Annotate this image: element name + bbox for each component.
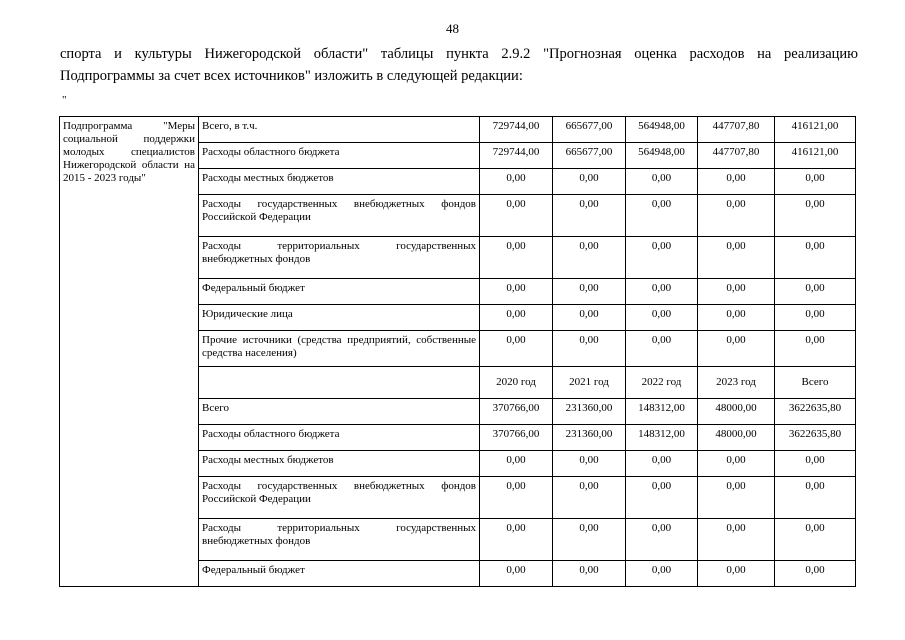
value-cell: 370766,00 — [480, 425, 553, 451]
value-cell: 48000,00 — [698, 425, 775, 451]
value-cell: 0,00 — [480, 169, 553, 195]
year-header-cell: 2023 год — [698, 367, 775, 399]
value-cell: 0,00 — [698, 519, 775, 561]
value-cell: 0,00 — [698, 195, 775, 237]
row-label: Расходы государственных внебюджетных фондов Российской Федерации — [199, 477, 480, 519]
value-cell: 0,00 — [480, 519, 553, 561]
year-header-cell: 2022 год — [626, 367, 698, 399]
value-cell: 0,00 — [775, 331, 856, 367]
value-cell: 0,00 — [626, 279, 698, 305]
value-cell: 0,00 — [553, 237, 626, 279]
row-label: Федеральный бюджет — [199, 279, 480, 305]
value-cell: 0,00 — [775, 519, 856, 561]
row-label: Расходы областного бюджета — [199, 425, 480, 451]
value-cell: 0,00 — [553, 305, 626, 331]
value-cell: 0,00 — [480, 477, 553, 519]
value-cell: 48000,00 — [698, 399, 775, 425]
value-cell: 729744,00 — [480, 117, 553, 143]
row-label: Всего, в т.ч. — [199, 117, 480, 143]
value-cell: 0,00 — [626, 519, 698, 561]
value-cell: 0,00 — [480, 279, 553, 305]
value-cell: 148312,00 — [626, 399, 698, 425]
row-label: Расходы местных бюджетов — [199, 451, 480, 477]
intro-line-2: Подпрограммы за счет всех источников" изложить в следующей редакции: — [60, 68, 523, 84]
value-cell: 0,00 — [553, 195, 626, 237]
value-cell: 447707,80 — [698, 117, 775, 143]
value-cell: 148312,00 — [626, 425, 698, 451]
opening-quote: " — [62, 94, 67, 106]
intro-line-1: спорта и культуры Нижегородской области" таблицы пункта 2.9.2 "Прогнозная оценка расходов на реализацию — [60, 46, 858, 62]
year-header-cell: 2021 год — [553, 367, 626, 399]
value-cell: 0,00 — [626, 451, 698, 477]
value-cell: 416121,00 — [775, 117, 856, 143]
row-label: Федеральный бюджет — [199, 561, 480, 587]
row-label: Юридические лица — [199, 305, 480, 331]
value-cell: 0,00 — [775, 169, 856, 195]
value-cell: 0,00 — [698, 279, 775, 305]
row-label: Расходы местных бюджетов — [199, 169, 480, 195]
value-cell: 0,00 — [553, 279, 626, 305]
value-cell: 0,00 — [698, 561, 775, 587]
value-cell: 0,00 — [480, 451, 553, 477]
value-cell: 0,00 — [480, 331, 553, 367]
value-cell: 0,00 — [698, 169, 775, 195]
value-cell: 231360,00 — [553, 399, 626, 425]
value-cell: 665677,00 — [553, 117, 626, 143]
value-cell: 0,00 — [553, 451, 626, 477]
program-name-cell: Подпрограмма "Меры социальной поддержки молодых специалистов Нижегородской области на 2015 - 2023 годы" — [60, 117, 199, 587]
value-cell: 0,00 — [553, 519, 626, 561]
year-header-cell: 2020 год — [480, 367, 553, 399]
value-cell: 0,00 — [698, 305, 775, 331]
value-cell: 0,00 — [553, 477, 626, 519]
value-cell: 0,00 — [553, 561, 626, 587]
year-header-cell: Всего — [775, 367, 856, 399]
row-label: Всего — [199, 399, 480, 425]
empty-header-cell — [199, 367, 480, 399]
value-cell: 0,00 — [775, 451, 856, 477]
value-cell: 729744,00 — [480, 143, 553, 169]
value-cell: 0,00 — [775, 195, 856, 237]
row-label: Расходы территориальных государственных внебюджетных фондов — [199, 519, 480, 561]
row-label: Прочие источники (средства предприятий, собственные средства населения) — [199, 331, 480, 367]
value-cell: 0,00 — [775, 305, 856, 331]
value-cell: 0,00 — [480, 237, 553, 279]
value-cell: 0,00 — [626, 195, 698, 237]
value-cell: 447707,80 — [698, 143, 775, 169]
value-cell: 370766,00 — [480, 399, 553, 425]
value-cell: 0,00 — [626, 477, 698, 519]
value-cell: 0,00 — [480, 305, 553, 331]
value-cell: 0,00 — [698, 331, 775, 367]
value-cell: 0,00 — [698, 451, 775, 477]
table-row — [60, 117, 856, 143]
row-label: Расходы областного бюджета — [199, 143, 480, 169]
page-number: 48 — [446, 21, 459, 36]
row-label: Расходы государственных внебюджетных фондов Российской Федерации — [199, 195, 480, 237]
value-cell: 665677,00 — [553, 143, 626, 169]
value-cell: 0,00 — [626, 305, 698, 331]
value-cell: 0,00 — [626, 331, 698, 367]
value-cell: 0,00 — [626, 237, 698, 279]
value-cell: 0,00 — [626, 169, 698, 195]
value-cell: 564948,00 — [626, 117, 698, 143]
value-cell: 3622635,80 — [775, 399, 856, 425]
value-cell: 0,00 — [775, 561, 856, 587]
value-cell: 416121,00 — [775, 143, 856, 169]
value-cell: 0,00 — [480, 195, 553, 237]
value-cell: 0,00 — [626, 561, 698, 587]
value-cell: 0,00 — [553, 169, 626, 195]
value-cell: 0,00 — [775, 477, 856, 519]
value-cell: 231360,00 — [553, 425, 626, 451]
value-cell: 3622635,80 — [775, 425, 856, 451]
value-cell: 0,00 — [698, 237, 775, 279]
value-cell: 0,00 — [480, 561, 553, 587]
value-cell: 0,00 — [775, 279, 856, 305]
value-cell: 564948,00 — [626, 143, 698, 169]
value-cell: 0,00 — [553, 331, 626, 367]
value-cell: 0,00 — [775, 237, 856, 279]
budget-table — [59, 116, 856, 587]
value-cell: 0,00 — [698, 477, 775, 519]
row-label: Расходы территориальных государственных внебюджетных фондов — [199, 237, 480, 279]
